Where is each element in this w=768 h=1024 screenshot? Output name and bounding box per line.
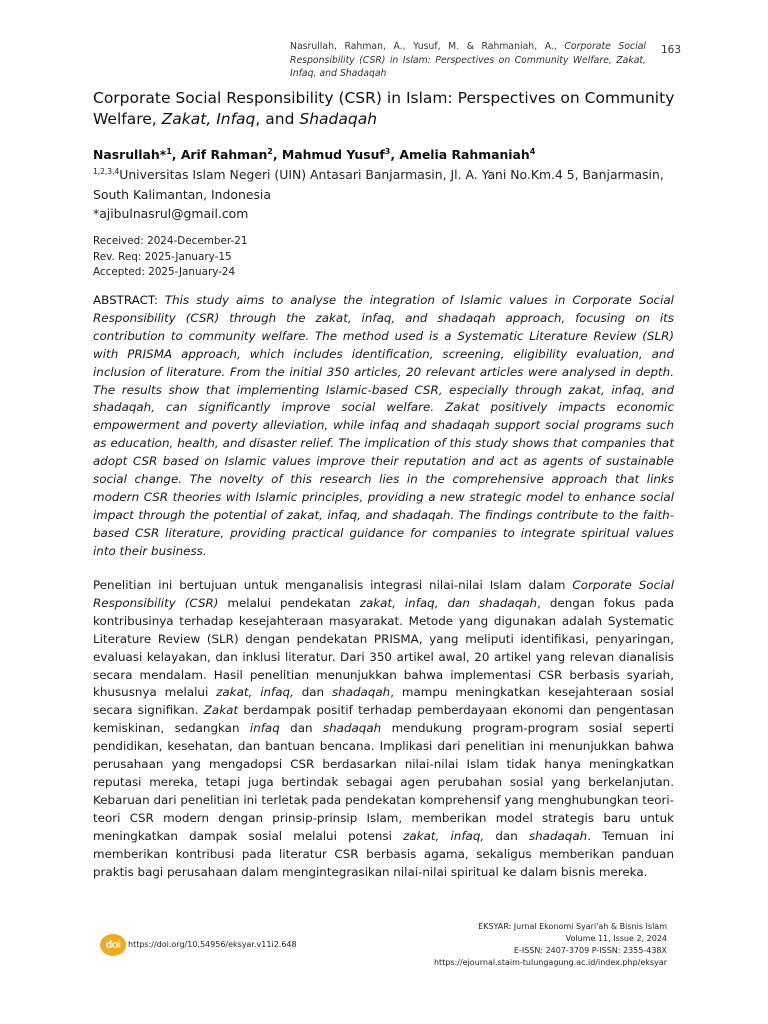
abstrak-italic: zakat, infaq,: [403, 828, 485, 843]
author-name: Arif Rahman: [180, 147, 268, 163]
abstrak-text: melalui pendekatan: [218, 595, 360, 610]
journal-issn: E-ISSN: 2407-3709 P-ISSN: 2355-438X: [513, 946, 667, 955]
author-affil-mark: 3: [384, 147, 391, 156]
running-header: [290, 40, 646, 81]
abstrak-text: berdampak positif terhadap pemberdayaan ekonomi dan pengentasan kemiskinan, sedangkan: [93, 703, 674, 736]
abstrak-italic: shadaqah: [331, 685, 391, 700]
revision-date: Rev. Req: 2025-January-15: [93, 250, 232, 263]
affiliation-text: Universitas Islam Negeri (UIN) Antasari Banjarmasin, Jl. A. Yani No.Km.4 5, Banjarmasin, South Kalimantan, Indonesia: [93, 167, 664, 202]
paper-title: [93, 88, 693, 130]
affiliation: [93, 162, 683, 224]
author-affil-mark: 2: [267, 147, 273, 156]
abstract-body: This study aims to analyse the integration of Islamic values in Corporate Social Responsibility (CSR) through the zakat, infaq, and shadaqah approach, focusing on its contribution to community welfare. The method used is a Systematic Literature Review (SLR) with PRISMA approach, which includes identification, screening, eligibility evaluation, and inclusion of literature. From the initial 350 articles, 20 relevant articles were analysed in depth. The results show that implementing Islamic-based CSR, especially through zakat, infaq, and shadaqah, can significantly improve social welfare. Zakat positively impacts economic empowerment and poverty alleviation, while infaq and shadaqah support social programs such as education, health, and disaster relief. The implication of this study shows that companies that adopt CSR based on Islamic values improve their reputation and act as agents of sustainable social change. The novelty of this research lies in the comprehensive approach that links modern CSR theories with Islamic principles, providing a new strategic model to enhance social impact through the potential of zakat, infaq, and shadaqah. The findings contribute to the faith-based CSR literature, providing practical guidance for companies to integrate spiritual values into their business.: [93, 293, 674, 558]
abstrak-italic: Corporate Social Responsibility (CSR): [93, 578, 675, 610]
journal-volume: Volume 11, Issue 2, 2024: [565, 934, 667, 943]
abstrak-text: . Temuan ini memberikan kontribusi pada literatur CSR berbasis agama, sekaligus memberikan panduan praktis bagi perusahaan dalam mengintegrasikan nilai-nilai spiritual ke dalam bisnis mereka.: [93, 828, 675, 879]
abstrak-text: , dengan fokus pada kontribusinya terhadap kesejahteraan masyarakat. Metode yang digunakan adalah Systematic Literature Review (SLR) dengan pendekatan PRISMA, yang meliputi identifikasi, penyaringan, evaluasi kelayakan, dan inklusi literatur. Dari 350 artikel awal, 20 artikel yang relevan dianalisis secara mendalam. Hasil penelitian menunjukkan bahwa implementasi CSR berbasis syariah, khususnya melalui: [93, 595, 674, 700]
abstrak-text: dan: [279, 721, 323, 736]
abstrak-text: dan: [293, 685, 332, 700]
author-name: Amelia Rahmaniah: [399, 147, 530, 163]
title-and: , and: [255, 110, 295, 128]
abstract-label: ABSTRACT:: [93, 293, 158, 307]
author-affil-mark: 4: [529, 147, 536, 156]
title-main: Corporate Social Responsibility (CSR) in Islam: Perspectives on Community Welfare,: [93, 89, 675, 128]
abstrak-text: dan: [484, 828, 529, 843]
doi-logo-icon: doi: [100, 934, 126, 956]
author-name: Nasrullah*: [93, 147, 167, 163]
abstrak-italic: zakat, infaq, dan shadaqah: [359, 595, 538, 610]
abstrak-text: , mampu meningkatkan kesejahteraan sosial secara signifikan.: [93, 685, 674, 718]
abstrak-italic: infaq: [249, 721, 280, 736]
page-number: 163: [661, 44, 682, 56]
title-zakat: Zakat,: [161, 110, 212, 128]
author-affil-mark: 1: [166, 147, 172, 156]
author-name: Mahmud Yusuf: [281, 147, 385, 163]
abstrak-italic: shadaqah: [322, 721, 382, 736]
author-list: Nasrullah*$^1$, Arif Rahman$^2$, Mahmud Yusuf$^3$, Amelia Rahmaniah$^4$: [93, 147, 536, 163]
journal-name: EKSYAR: Jurnal Ekonomi Syari'ah & Bisnis Islam: [478, 922, 667, 931]
submission-dates: [93, 234, 247, 281]
abstrak-italic: shadaqah: [528, 828, 588, 843]
abstrak-italic: Zakat: [203, 703, 239, 718]
title-shadaqah: Shadaqah: [299, 110, 378, 128]
journal-url[interactable]: https://ejournal.staim-tulungagung.ac.id/index.php/eksyar: [433, 958, 667, 967]
doi-link[interactable]: https://doi.org/10.54956/eksyar.v11i2.648: [128, 940, 297, 949]
running-header-authors: Nasrullah, Rahman, A., Yusuf, M. & Rahmaniah, A.,: [290, 41, 557, 52]
received-date: Received: 2024-December-21: [93, 235, 248, 247]
abstrak-italic: zakat, infaq,: [216, 685, 294, 700]
abstrak-text: mendukung program-program sosial seperti pendidikan, kesehatan, dan bantuan bencana. Implikasi dari penelitian ini menunjukkan bahwa perusahaan yang mengadopsi CSR berdasarkan nilai-nilai Islam tidak hanya meningkatkan reputasi mereka, tetapi juga bertindak sebagai agen perubahan sosial yang berkelanjutan. Kebaruan dari penelitian ini terletak pada pendekatan komprehensif yang menghubungkan teori-teori CSR modern dengan prinsip-prinsip Islam, memberikan model strategis baru untuk meningkatkan dampak sosial melalui potensi: [93, 721, 674, 843]
abstract-english: [93, 292, 674, 561]
running-header-title: Corporate Social Responsibility (CSR) in Islam: Perspectives on Community Welfare, Zakat, Infaq, and Shadaqah: [290, 41, 646, 79]
abstrak-text: Penelitian ini bertujuan untuk menganalisis integrasi nilai-nilai Islam dalam: [93, 578, 573, 592]
corresponding-email[interactable]: *ajibulnasrul@gmail.com: [93, 206, 249, 222]
title-infaq: Infaq: [216, 110, 256, 128]
journal-info: [434, 921, 667, 969]
abstract-indonesian: [93, 577, 674, 881]
accepted-date: Accepted: 2025-January-24: [93, 266, 236, 278]
affiliation-marks: 1,2,3,4: [93, 167, 120, 176]
